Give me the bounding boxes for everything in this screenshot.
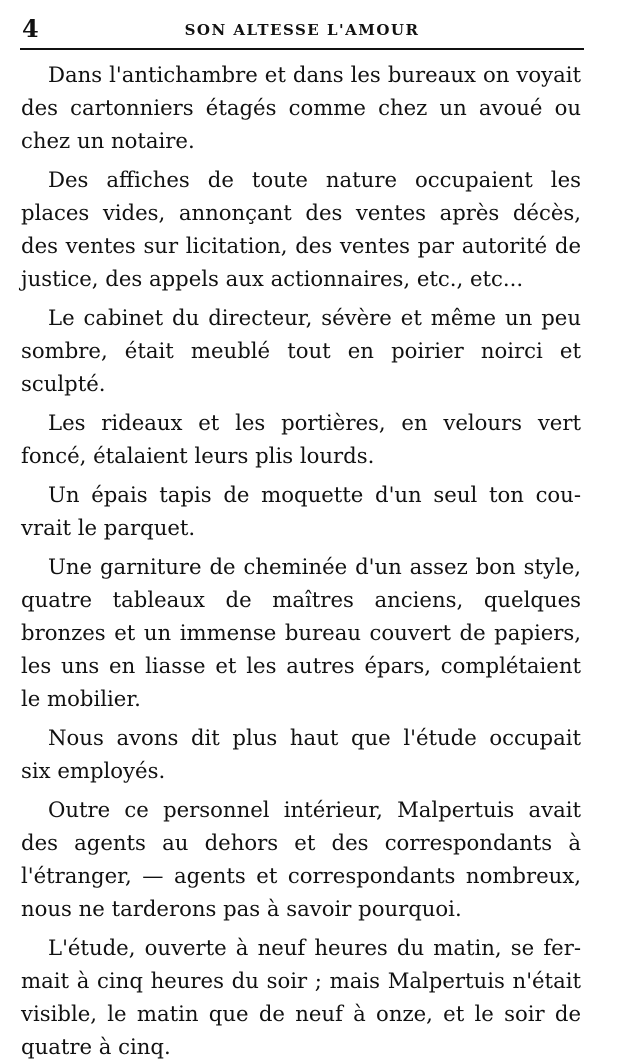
text-line: des cartonniers étagés comme chez un avoué ou	[21, 95, 581, 120]
text-line: Dans l'antichambre et dans les bureaux on voyait	[48, 62, 581, 87]
text-line: nous ne tarderons pas à savoir pourquoi.	[21, 896, 462, 921]
text-line: quatre à cinq.	[21, 1034, 171, 1059]
paragraph	[21, 406, 581, 472]
paragraph	[21, 58, 581, 157]
text-line: quatre tableaux de maîtres anciens, quelques	[21, 587, 581, 612]
text-line: l'étranger, — agents et correspondants nombreux,	[21, 863, 581, 888]
text-line: foncé, étalaient leurs plis lourds.	[21, 443, 375, 468]
text-line: six employés.	[21, 758, 166, 783]
text-line: des ventes sur licitation, des ventes par autorité de	[21, 233, 581, 258]
running-title: SON ALTESSE L'AMOUR	[184, 21, 420, 39]
paragraph	[21, 793, 581, 925]
text-line: les uns en liasse et les autres épars, complétaient	[21, 653, 581, 678]
text-line: Nous avons dit plus haut que l'étude occupait	[48, 725, 581, 750]
text-line: sculpté.	[21, 371, 106, 396]
header-rule	[20, 48, 584, 50]
text-line: chez un notaire.	[21, 128, 195, 153]
text-line: Outre ce personnel intérieur, Malpertuis avait	[48, 797, 581, 822]
text-line: Des affiches de toute nature occupaient les	[48, 167, 581, 192]
text-line: Les rideaux et les portières, en velours vert	[48, 410, 581, 435]
text-line: Un épais tapis de moquette d'un seul ton cou-	[48, 482, 581, 507]
text-line: mait à cinq heures du soir ; mais Malpertuis n'était	[21, 968, 581, 993]
paragraph	[21, 550, 581, 715]
page-number: 4	[22, 14, 39, 43]
paragraph	[21, 721, 581, 787]
text-line: sombre, était meublé tout en poirier noirci et	[21, 338, 581, 363]
page-header	[22, 14, 582, 44]
paragraph	[21, 163, 581, 295]
paragraph	[21, 931, 581, 1063]
text-line: places vides, annonçant des ventes après décès,	[21, 200, 581, 225]
paragraph	[21, 301, 581, 400]
text-line: L'étude, ouverte à neuf heures du matin, se fer-	[48, 935, 581, 960]
text-line: le mobilier.	[21, 686, 141, 711]
text-line: justice, des appels aux actionnaires, etc., etc...	[21, 266, 524, 291]
text-line: des agents au dehors et des correspondants à	[21, 830, 581, 855]
body-text	[21, 58, 581, 1063]
paragraph	[21, 478, 581, 544]
text-line: Une garniture de cheminée d'un assez bon style,	[48, 554, 581, 579]
text-line: vrait le parquet.	[21, 515, 196, 540]
text-line: bronzes et un immense bureau couvert de papiers,	[21, 620, 581, 645]
text-line: visible, le matin que de neuf à onze, et le soir de	[21, 1001, 581, 1026]
text-line: Le cabinet du directeur, sévère et même un peu	[48, 305, 581, 330]
